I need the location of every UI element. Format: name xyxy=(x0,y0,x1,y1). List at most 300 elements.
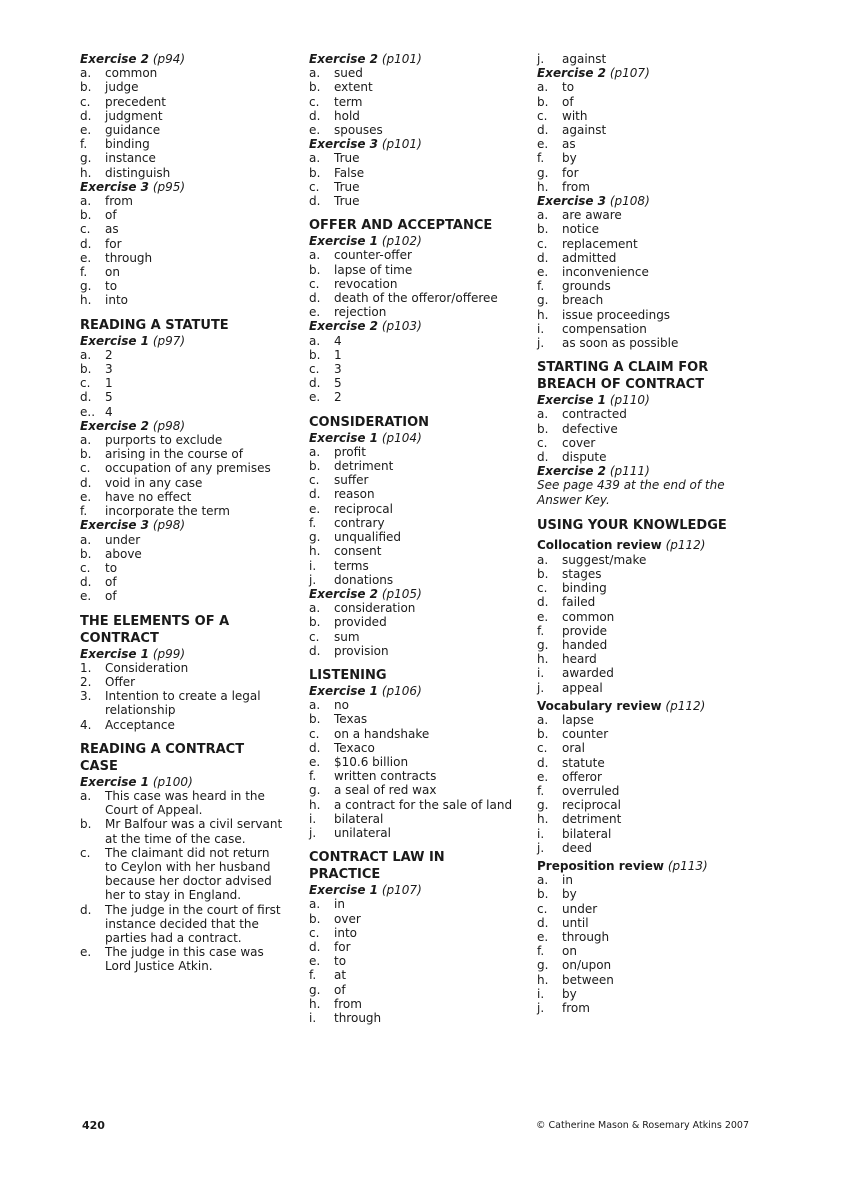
exercise-block xyxy=(80,647,285,732)
answer-text: common xyxy=(562,609,615,624)
answer-key-letter: e. xyxy=(537,137,549,152)
answer-list xyxy=(537,553,762,695)
answer-item xyxy=(80,789,285,817)
answer-text: Consideration xyxy=(105,660,189,675)
answer-list xyxy=(80,433,285,518)
answer-list xyxy=(80,789,285,974)
answer-key-letter: c. xyxy=(80,94,91,109)
answer-item xyxy=(537,237,762,251)
answer-key-letter: c. xyxy=(80,461,91,476)
answer-item xyxy=(80,279,285,293)
answer-key-letter: a. xyxy=(537,552,549,567)
answer-text: to xyxy=(105,279,118,294)
page-reference: (p105) xyxy=(381,586,422,601)
answer-item xyxy=(309,983,519,997)
page-reference: (p98) xyxy=(152,518,186,533)
answer-text: dispute xyxy=(562,450,607,465)
answer-key-letter: a. xyxy=(537,712,549,727)
answer-item xyxy=(309,248,519,262)
section-heading: CONSIDERATION xyxy=(309,414,430,430)
answer-key-letter: e. xyxy=(537,265,549,280)
answer-text: distinguish xyxy=(105,165,171,180)
answer-item xyxy=(80,95,285,109)
answer-key-letter: a. xyxy=(537,873,549,888)
answer-text: written contracts xyxy=(334,769,437,784)
answer-text: admitted xyxy=(562,250,617,265)
answer-item xyxy=(80,237,285,251)
answer-item xyxy=(537,407,762,421)
answer-item xyxy=(309,559,519,573)
answer-key-letter: c. xyxy=(309,362,320,377)
exercise-label: Exercise 2 xyxy=(537,66,607,81)
answer-key-letter: b. xyxy=(80,208,92,223)
exercise-label: Exercise 1 xyxy=(537,393,607,408)
page-reference: (p111) xyxy=(609,464,650,479)
answer-key-letter: c. xyxy=(537,741,548,756)
answer-text: $10.6 billion xyxy=(334,754,409,769)
answer-key-letter: e. xyxy=(309,954,321,969)
answer-key-letter: c. xyxy=(537,901,548,916)
section-block xyxy=(80,317,285,334)
section-heading: THE ELEMENTS OF A CONTRACT xyxy=(80,613,230,646)
answer-item xyxy=(309,897,519,911)
answer-text: by xyxy=(562,986,577,1001)
answer-text: 5 xyxy=(334,376,342,391)
answer-key-letter: b. xyxy=(309,615,321,630)
answer-key-letter: f. xyxy=(80,265,88,280)
answer-text: revocation xyxy=(334,276,398,291)
exercise-label: Exercise 1 xyxy=(309,430,379,445)
answer-text: donations xyxy=(334,572,394,587)
answer-text: from xyxy=(562,1000,590,1015)
answer-item xyxy=(80,194,285,208)
answer-text: common xyxy=(105,66,158,81)
answer-text: a contract for the sale of land xyxy=(334,797,513,812)
answer-item xyxy=(537,973,762,987)
subsection-block xyxy=(537,538,762,694)
answer-key-letter: d. xyxy=(80,475,92,490)
answer-item xyxy=(309,445,519,459)
answer-item xyxy=(80,447,285,461)
answer-item xyxy=(309,968,519,982)
answer-key-letter: h. xyxy=(537,179,549,194)
answer-text: defective xyxy=(562,421,618,436)
answer-key-letter: g. xyxy=(537,637,549,652)
answer-text: detriment xyxy=(334,459,394,474)
answer-key-letter: d. xyxy=(80,236,92,251)
answer-key-letter: d. xyxy=(309,740,321,755)
answer-item xyxy=(537,95,762,109)
answer-key-letter: a. xyxy=(80,788,92,803)
answer-key-letter: j. xyxy=(309,572,317,587)
answer-text: over xyxy=(334,911,361,926)
list-block xyxy=(537,52,762,66)
answer-text: The claimant did not return to Ceylon with her husband because her doctor advised her to stay in England. xyxy=(105,845,272,903)
answer-text: inconvenience xyxy=(562,265,649,280)
answer-text: 3 xyxy=(105,362,113,377)
answer-text: binding xyxy=(562,581,607,596)
answer-item xyxy=(537,222,762,236)
answer-item xyxy=(309,698,519,712)
page-reference: (p98) xyxy=(152,418,186,433)
section-block xyxy=(80,741,285,775)
review-heading xyxy=(537,538,762,552)
answer-text: against xyxy=(562,52,607,66)
answer-text: in xyxy=(562,873,573,888)
answer-item xyxy=(537,987,762,1001)
answer-key-letter: a. xyxy=(309,151,321,166)
answer-item xyxy=(80,547,285,561)
answer-key-letter: d. xyxy=(537,123,549,138)
answer-item xyxy=(80,846,285,903)
exercise-label: Vocabulary review xyxy=(537,698,662,713)
exercise-heading xyxy=(80,775,285,789)
answer-item xyxy=(309,109,519,123)
exercise-heading xyxy=(309,883,519,897)
answer-key-letter: a. xyxy=(309,333,321,348)
answer-key-letter: b. xyxy=(309,262,321,277)
answer-key-letter: a. xyxy=(537,80,549,95)
answer-item xyxy=(309,66,519,80)
answer-list xyxy=(309,897,519,1025)
page-reference: (p112) xyxy=(665,698,706,713)
answer-key-letter: g. xyxy=(309,530,321,545)
answer-key-letter: j. xyxy=(309,825,317,840)
answer-text: as soon as possible xyxy=(562,336,679,351)
copyright-notice: © Catherine Mason & Rosemary Atkins 2007 xyxy=(536,1120,750,1131)
answer-text: through xyxy=(334,1010,382,1025)
exercise-block xyxy=(80,180,285,308)
answer-text: instance xyxy=(105,151,156,166)
answer-item xyxy=(309,826,519,840)
answer-item xyxy=(537,553,762,567)
answer-key-letter: f. xyxy=(537,151,545,166)
answer-text: above xyxy=(105,546,142,561)
answer-key-letter: b. xyxy=(537,94,549,109)
answer-key-letter: d. xyxy=(537,250,549,265)
answer-item xyxy=(80,348,285,362)
answer-key-letter: d. xyxy=(537,595,549,610)
answer-list xyxy=(537,713,762,855)
answer-text: until xyxy=(562,915,589,930)
answer-key-letter: c. xyxy=(80,376,91,391)
answer-key-letter: j. xyxy=(537,680,545,695)
answer-text: on xyxy=(562,944,577,959)
answer-text: to xyxy=(334,954,347,969)
answer-item xyxy=(80,376,285,390)
answer-key-letter: b. xyxy=(309,347,321,362)
section-block xyxy=(80,613,285,647)
exercise-block xyxy=(80,334,285,419)
answer-item xyxy=(80,589,285,603)
answer-item xyxy=(80,575,285,589)
answer-text: from xyxy=(105,194,133,209)
answer-text: Texaco xyxy=(334,740,375,755)
answer-text: judge xyxy=(105,80,139,95)
answer-text: for xyxy=(105,236,122,251)
exercise-block xyxy=(309,431,519,587)
exercise-block xyxy=(537,194,762,350)
exercise-label: Exercise 1 xyxy=(80,646,150,661)
page-number: 420 xyxy=(82,1119,105,1132)
answer-list xyxy=(80,661,285,732)
answer-item xyxy=(309,473,519,487)
answer-key-letter: i. xyxy=(537,986,545,1001)
answer-item xyxy=(80,362,285,376)
answer-key-letter: a. xyxy=(80,66,92,81)
answer-item xyxy=(537,251,762,265)
section-heading: READING A STATUTE xyxy=(80,317,229,333)
answer-item xyxy=(80,137,285,151)
page-reference: (p97) xyxy=(152,333,186,348)
answer-item xyxy=(537,784,762,798)
answer-text: This case was heard in the Court of Appeal. xyxy=(105,788,265,818)
subsection-block xyxy=(537,699,762,855)
answer-item xyxy=(537,741,762,755)
answer-text: Texas xyxy=(334,712,368,727)
answer-text: 4 xyxy=(334,333,342,348)
answer-item xyxy=(80,109,285,123)
exercise-label: Exercise 1 xyxy=(309,234,379,249)
answer-text: unilateral xyxy=(334,825,391,840)
answer-key-letter: g. xyxy=(80,279,92,294)
answer-text: at xyxy=(334,968,347,983)
answer-text: counter-offer xyxy=(334,248,412,263)
answer-key-letter: d. xyxy=(537,755,549,770)
answer-key-letter: h. xyxy=(537,652,549,667)
answer-key-letter: d. xyxy=(309,643,321,658)
answer-item xyxy=(537,137,762,151)
answer-key-letter: h. xyxy=(80,165,92,180)
answer-text: term xyxy=(334,94,363,109)
section-block xyxy=(309,414,519,431)
answer-text: of xyxy=(105,589,117,604)
answer-text: provided xyxy=(334,615,387,630)
answer-key-letter: b. xyxy=(537,222,549,237)
answer-text: on xyxy=(105,265,120,280)
exercise-label: Exercise 3 xyxy=(80,179,150,194)
page-reference: (p100) xyxy=(152,774,193,789)
answer-text: suffer xyxy=(334,473,369,488)
answer-text: 1 xyxy=(105,376,113,391)
exercise-heading xyxy=(80,647,285,661)
answer-key-letter: e. xyxy=(309,305,321,320)
answer-key-letter: f. xyxy=(537,279,545,294)
exercise-heading xyxy=(309,137,519,151)
answer-text: consent xyxy=(334,544,382,559)
answer-key-letter: h. xyxy=(309,544,321,559)
answer-list xyxy=(80,66,285,180)
answer-key-letter: j. xyxy=(537,840,545,855)
exercise-heading xyxy=(80,419,285,433)
answer-item xyxy=(309,940,519,954)
answer-key-letter: e. xyxy=(309,754,321,769)
answer-key-letter: i. xyxy=(309,558,317,573)
answer-item xyxy=(309,362,519,376)
answer-key-letter: c. xyxy=(537,435,548,450)
answer-text: for xyxy=(562,165,579,180)
answer-key-letter: j. xyxy=(537,52,545,66)
exercise-heading xyxy=(80,52,285,66)
answer-key-letter: a. xyxy=(309,66,321,81)
answer-key-letter: b. xyxy=(309,712,321,727)
answer-text: issue proceedings xyxy=(562,307,671,322)
answer-text: reciprocal xyxy=(334,501,393,516)
answer-item xyxy=(537,666,762,680)
answer-item xyxy=(309,390,519,404)
answer-item xyxy=(80,504,285,518)
review-heading xyxy=(537,859,762,873)
page-reference: (p104) xyxy=(381,430,422,445)
answer-list xyxy=(537,80,762,194)
answer-text: cover xyxy=(562,435,596,450)
answer-key-letter: g. xyxy=(80,151,92,166)
answer-text: bilateral xyxy=(562,826,612,841)
exercise-label: Exercise 2 xyxy=(309,319,379,334)
answer-item xyxy=(537,1001,762,1015)
answer-key-letter: f. xyxy=(309,968,317,983)
answer-text: have no effect xyxy=(105,489,192,504)
answer-key-letter: f. xyxy=(80,137,88,152)
answer-item xyxy=(537,52,762,66)
answer-item xyxy=(309,997,519,1011)
answer-item xyxy=(309,601,519,615)
answer-text: 3 xyxy=(334,362,342,377)
exercise-heading xyxy=(309,319,519,333)
exercise-block xyxy=(537,464,762,508)
answer-item xyxy=(537,713,762,727)
answer-text: notice xyxy=(562,222,599,237)
answer-key-letter: a. xyxy=(537,407,549,422)
answer-key-letter: f. xyxy=(309,515,317,530)
answer-text: 4 xyxy=(105,404,113,419)
answer-text: from xyxy=(334,996,362,1011)
answer-text: unqualified xyxy=(334,530,402,545)
answer-item xyxy=(80,405,285,419)
answer-text: hold xyxy=(334,108,360,123)
answer-key-letter: d. xyxy=(537,450,549,465)
page-reference: (p95) xyxy=(152,179,186,194)
answer-key-letter: b. xyxy=(537,727,549,742)
answer-key-letter: h. xyxy=(537,307,549,322)
answer-key-letter: i. xyxy=(309,811,317,826)
answer-text: sued xyxy=(334,66,363,81)
answer-key-letter: c. xyxy=(309,473,320,488)
answer-item xyxy=(80,390,285,404)
answer-item xyxy=(80,461,285,475)
section-block xyxy=(309,849,519,883)
answer-item xyxy=(80,490,285,504)
answer-text: statute xyxy=(562,755,605,770)
answer-item xyxy=(309,502,519,516)
answer-key-letter: c. xyxy=(309,179,320,194)
page-reference: (p108) xyxy=(609,194,650,209)
answer-list xyxy=(309,698,519,840)
exercise-label: Exercise 3 xyxy=(309,137,379,152)
answer-note: See page 439 at the end of the Answer Key. xyxy=(537,478,725,508)
answer-key-letter: g. xyxy=(537,798,549,813)
column-1 xyxy=(80,52,285,974)
answer-item xyxy=(537,581,762,595)
answer-item xyxy=(537,151,762,165)
answer-text: handed xyxy=(562,637,608,652)
answer-key-letter: e. xyxy=(80,123,92,138)
exercise-label: Exercise 2 xyxy=(537,464,607,479)
answer-text: The judge in this case was Lord Justice Atkin. xyxy=(105,945,264,974)
answer-item xyxy=(309,123,519,137)
section-heading: USING YOUR KNOWLEDGE xyxy=(537,518,727,534)
answer-item xyxy=(537,208,762,222)
answer-key-letter: c. xyxy=(309,629,320,644)
answer-text: 1 xyxy=(334,347,342,362)
answer-text: detriment xyxy=(562,812,622,827)
exercise-heading xyxy=(537,66,762,80)
answer-text: replacement xyxy=(562,236,638,251)
answer-key-letter: h. xyxy=(537,972,549,987)
exercise-heading xyxy=(309,431,519,445)
answer-key-letter: i. xyxy=(537,321,545,336)
answer-list xyxy=(309,248,519,319)
answer-text: into xyxy=(334,925,357,940)
answer-key-letter: d. xyxy=(309,291,321,306)
answer-item xyxy=(309,80,519,94)
answer-item xyxy=(309,194,519,208)
answer-text: precedent xyxy=(105,94,166,109)
answer-key-letter: a. xyxy=(309,444,321,459)
answer-item xyxy=(537,624,762,638)
answer-item xyxy=(537,727,762,741)
exercise-label: Exercise 1 xyxy=(309,683,379,698)
exercise-block xyxy=(309,587,519,658)
answer-text: between xyxy=(562,972,614,987)
answer-text: awarded xyxy=(562,666,614,681)
answer-text: The judge in the court of first instance decided that the parties had a contract. xyxy=(105,902,281,945)
answer-list xyxy=(309,445,519,587)
answer-item xyxy=(537,902,762,916)
answer-item xyxy=(309,712,519,726)
answer-key-letter: b. xyxy=(309,80,321,95)
answer-item xyxy=(309,727,519,741)
answer-item xyxy=(309,334,519,348)
answer-text: offeror xyxy=(562,769,602,784)
answer-item xyxy=(309,305,519,319)
answer-item xyxy=(80,718,285,732)
review-heading xyxy=(537,699,762,713)
answer-text: compensation xyxy=(562,321,647,336)
answer-key-letter: c. xyxy=(80,560,91,575)
section-heading: OFFER AND ACCEPTANCE xyxy=(309,218,493,234)
answer-text: terms xyxy=(334,558,369,573)
answer-text: under xyxy=(562,901,598,916)
answer-text: on a handshake xyxy=(334,726,430,741)
answer-text: incorporate the term xyxy=(105,504,230,519)
answer-text: rejection xyxy=(334,305,387,320)
answer-text: profit xyxy=(334,444,366,459)
answer-key-letter: d. xyxy=(80,902,92,917)
section-block xyxy=(537,359,762,393)
answer-item xyxy=(537,336,762,350)
answer-text: through xyxy=(105,250,153,265)
answer-text: True xyxy=(334,151,360,166)
answer-text: through xyxy=(562,929,610,944)
exercise-label: Exercise 3 xyxy=(537,194,607,209)
section-heading: LISTENING xyxy=(309,667,387,683)
answer-text: provide xyxy=(562,623,608,638)
answer-key-letter: f. xyxy=(80,504,88,519)
answer-item xyxy=(80,433,285,447)
exercise-block xyxy=(80,775,285,974)
answer-item xyxy=(309,348,519,362)
